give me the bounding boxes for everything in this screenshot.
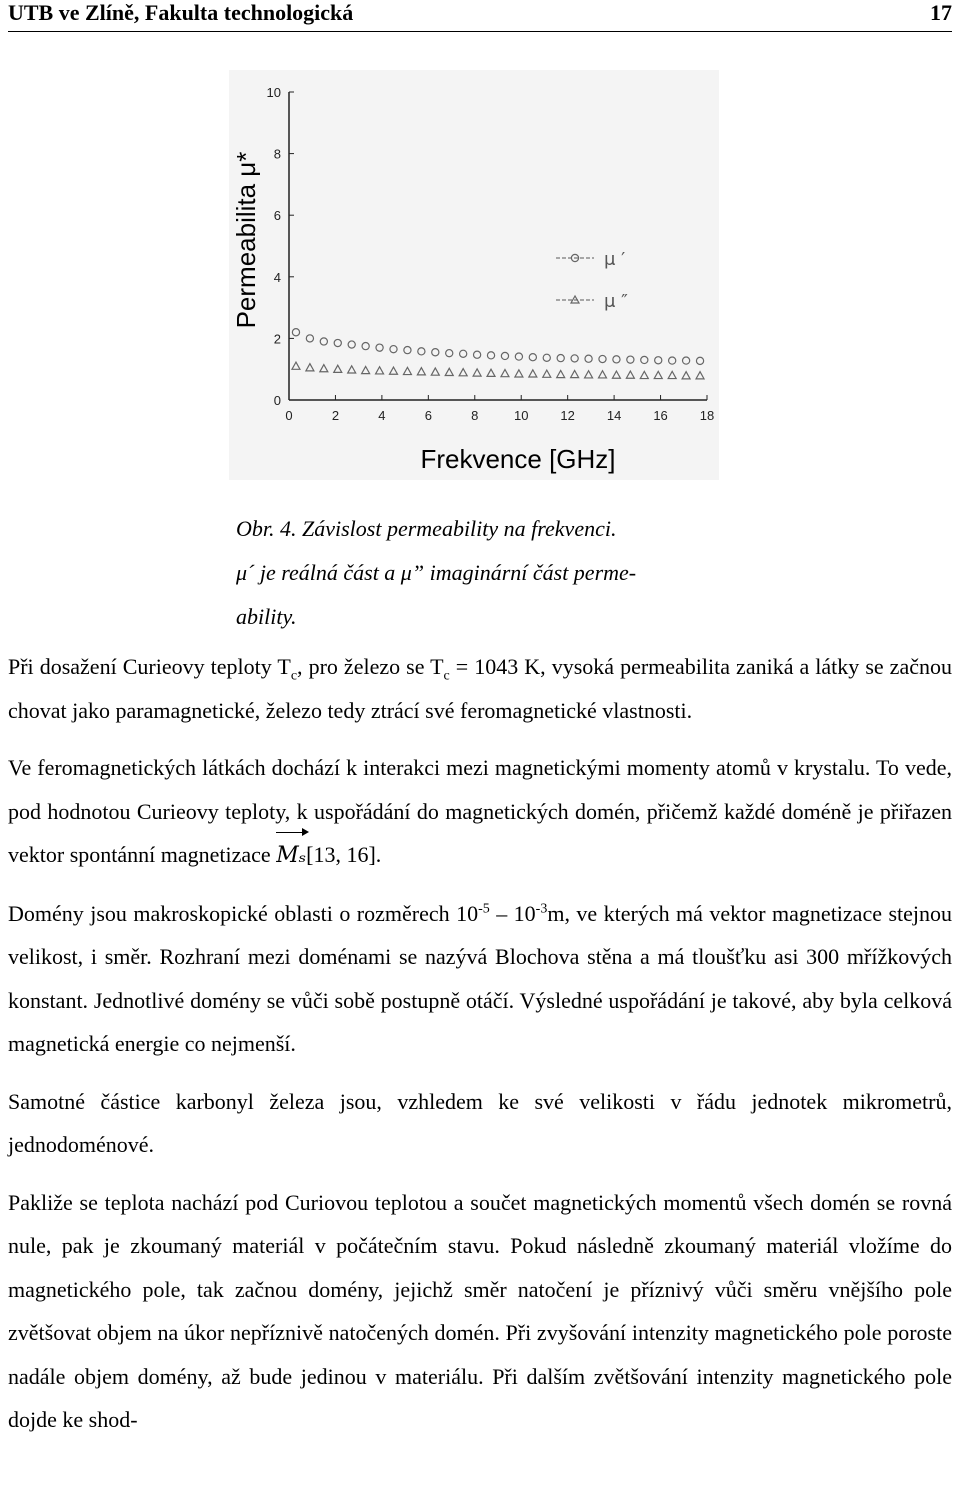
x-tick-label: 14 bbox=[606, 408, 622, 423]
x-tick-label: 0 bbox=[285, 408, 293, 423]
y-tick-label: 2 bbox=[273, 331, 281, 347]
figure-caption bbox=[236, 507, 736, 639]
vector-ms: Mₛ bbox=[276, 834, 306, 878]
caption-line-1: Obr. 4. Závislost permeability na frekvenci. bbox=[236, 516, 617, 541]
caption-line-3: ability. bbox=[236, 604, 297, 629]
x-tick-label: 10 bbox=[513, 408, 529, 423]
paragraph-curie-temperature: Při dosažení Curieovy teploty $T_c$, pro železo se $T_c = 1043$ K, vysoká permeabilita zaniká a látky se začnou chovat jako paramagnetické, železo tedy ztrácí své feromagnetické vlastnosti. bbox=[8, 654, 952, 723]
legend-label: μ ″ bbox=[604, 291, 628, 312]
x-tick-label: 18 bbox=[699, 408, 715, 423]
body-text bbox=[8, 645, 952, 1456]
page-number: 17 bbox=[930, 0, 952, 25]
chart-ylabel: Permeabilita μ* bbox=[231, 151, 261, 329]
permeability-chart bbox=[229, 70, 719, 480]
paragraph-domain-size: Domény jsou makroskopické oblasti o rozměrech $10^{-5} - 10^{-3}m$, ve kterých má vektor magnetizace stejnou velikost, i směr. Rozhraní mezi doménami se nazývá Blochova stěna a má tloušťku asi 300 mřížkových konstant. Jednotlivé domény se vůči sobě postupně otáčí. Výsledné uspořádání je takové, aby byla celková magnetická energie co nejmenší. bbox=[8, 900, 952, 1056]
y-tick-label: 0 bbox=[273, 393, 281, 408]
x-tick-label: 16 bbox=[653, 408, 668, 423]
header-title: UTB ve Zlíně, Fakulta technologická bbox=[8, 0, 354, 25]
x-tick-label: 8 bbox=[471, 408, 479, 423]
page-header bbox=[8, 0, 952, 32]
x-tick-label: 2 bbox=[331, 408, 340, 423]
paragraph-single-domain: Samotné částice karbonyl železa jsou, vzhledem ke své velikosti v řádu jednotek mikrometrů, jednodoménové. bbox=[8, 1088, 952, 1157]
y-tick-label: 6 bbox=[273, 208, 281, 224]
x-tick-label: 12 bbox=[560, 408, 575, 423]
paragraph-initial-state: Pakliže se teplota nachází pod Curiovou teplotou a součet magnetických momentů všech domén se rovná nule, pak je zkoumaný materiál v počátečním stavu. Pokud následně zkoumaný materiál vložíme do magnetického pole, tak začnou domény, jejichž směr natočení je příznivý vůči směru vnějšího pole zvětšovat objem na úkor nepříznivě natočených domén. Při zvyšování intenzity magnetického pole poroste nadále objem domény, až bude jedinou v materiálu. Při dalším zvětšování intenzity magnetického pole dojde ke shod- bbox=[8, 1189, 952, 1432]
x-tick-label: 6 bbox=[424, 408, 432, 423]
y-tick-label: 4 bbox=[273, 269, 281, 285]
x-tick-label: 4 bbox=[378, 408, 386, 423]
y-tick-label: 8 bbox=[273, 146, 281, 162]
caption-line-2: μ´ je reálná část a μ” imaginární část perme- bbox=[236, 560, 637, 585]
legend-label: μ ′ bbox=[604, 249, 626, 270]
y-tick-label: 10 bbox=[266, 85, 281, 100]
chart-xlabel: Frekvence [GHz] bbox=[420, 444, 616, 474]
paragraph-domains: Ve feromagnetických látkách dochází k interakci mezi magnetickými momenty atomů v krystalu. To vede, pod hodnotou Curieovy teploty, k uspořádání do magnetických domén, přičemž každé doméně je přiřazen vektor spontánní magnetizace Mₛ[13, 16]. bbox=[8, 746, 952, 878]
figure-permeability-chart bbox=[229, 70, 719, 480]
